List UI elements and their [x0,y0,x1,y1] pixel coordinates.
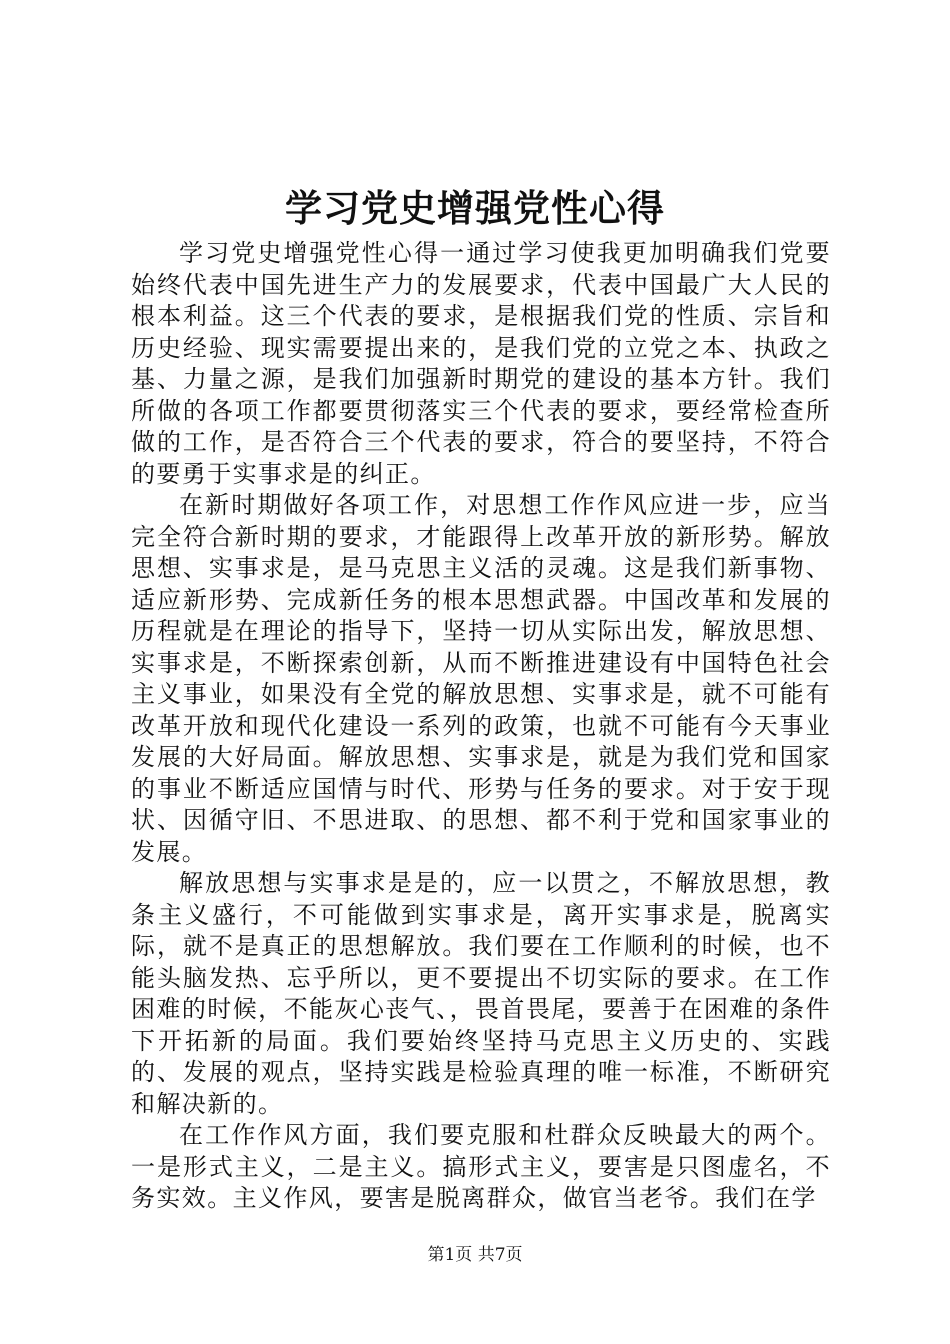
document-title: 学习党史增强党性心得 [285,186,665,230]
document-body [131,238,831,1215]
paragraph-1: 学习党史增强党性心得一通过学习使我更加明确我们党要始终代表中国先进生产力的发展要求，代表中国最广大人民的根本利益。这三个代表的要求，是根据我们党的性质、宗旨和历史经验、现实需要提出来的，是我们党的立党之本、执政之基、力量之源，是我们加强新时期党的建设的基本方针。我们所做的各项工作都要贯彻落实三个代表的要求，要经常检查所做的工作，是否符合三个代表的要求，符合的要坚持，不符合的要勇于实事求是的纠正。 [131,239,831,488]
page-number-footer: 第1页 共7页 [427,1245,523,1265]
paragraph-3: 解放思想与实事求是是的，应一以贯之，不解放思想，教条主义盛行，不可能做到实事求是，离开实事求是，脱离实际，就不是真正的思想解放。我们要在工作顺利的时候，也不能头脑发热、忘乎所以，更不要提出不切实际的要求。在工作困难的时候，不能灰心丧气、，畏首畏尾，要善于在困难的条件下开拓新的局面。我们要始终坚持马克思主义历史的、实践的、发展的观点，坚持实践是检验真理的唯一标准，不断研究和解决新的。 [131,869,831,1118]
paragraph-2: 在新时期做好各项工作，对思想工作作风应进一步，应当完全符合新时期的要求，才能跟得上改革开放的新形势。解放思想、实事求是，是马克思主义活的灵魂。这是我们新事物、适应新形势、完成新任务的根本思想武器。中国改革和发展的历程就是在理论的指导下，坚持一切从实际出发，解放思想、实事求是，不断探索创新，从而不断推进建设有中国特色社会主义事业，如果没有全党的解放思想、实事求是，就不可能有改革开放和现代化建设一系列的政策，也就不可能有今天事业发展的大好局面。解放思想、实事求是，就是为我们党和国家的事业不断适应国情与时代、形势与任务的要求。对于安于现状、因循守旧、不思进取、的思想、都不利于党和国家事业的发展。 [131,491,831,866]
paragraph-4: 在工作作风方面，我们要克服和杜群众反映最大的两个。一是形式主义，二是主义。搞形式主义，要害是只图虚名，不务实效。主义作风，要害是脱离群众，做官当老爷。我们在学 [131,1121,831,1212]
